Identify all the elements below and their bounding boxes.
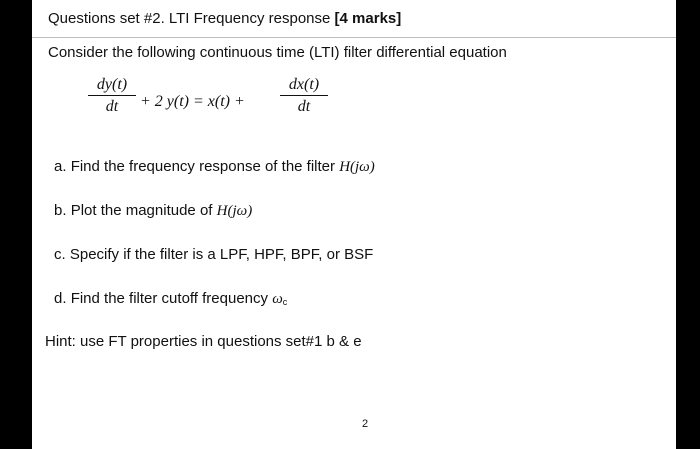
item-math: ω <box>272 291 283 307</box>
item-text: Find the frequency response of the filter <box>70 158 336 175</box>
item-prefix: a. <box>54 158 67 175</box>
fraction-denominator: dt <box>297 98 311 115</box>
fraction-bar <box>280 95 328 96</box>
list-item <box>54 290 287 308</box>
fraction-dx-dt <box>280 76 328 115</box>
item-prefix: c. <box>54 246 66 263</box>
equation-middle: + 2 y(t) = x(t) + <box>140 93 245 110</box>
fraction-bar <box>88 95 136 96</box>
document-sheet <box>32 0 676 449</box>
item-text: Specify if the filter is a LPF, HPF, BPF, or BSF <box>69 246 374 263</box>
list-item <box>54 158 375 176</box>
fraction-denominator: dt <box>105 98 119 115</box>
list-item <box>54 246 373 263</box>
question-title <box>48 10 401 27</box>
marks-label: [4 marks] <box>334 10 402 27</box>
item-text: Find the filter cutoff frequency <box>70 290 269 307</box>
fraction-numerator: dx(t) <box>288 76 320 93</box>
item-math-subscript: c <box>282 297 288 307</box>
item-math: H(jω) <box>216 203 253 219</box>
intro-text: Consider the following continuous time (LTI) filter differential equation <box>48 44 507 61</box>
item-prefix: d. <box>54 290 67 307</box>
fraction-dy-dt <box>88 76 136 115</box>
title-text: Questions set #2. LTI Frequency response <box>48 10 331 27</box>
item-prefix: b. <box>54 202 67 219</box>
item-math: H(jω) <box>339 159 375 175</box>
page-number: 2 <box>362 418 369 430</box>
hint-text: Hint: use FT properties in questions set#1 b & e <box>45 333 362 350</box>
title-divider <box>32 37 676 38</box>
item-text: Plot the magnitude of <box>70 202 213 219</box>
fraction-numerator: dy(t) <box>96 76 128 93</box>
list-item <box>54 202 252 220</box>
